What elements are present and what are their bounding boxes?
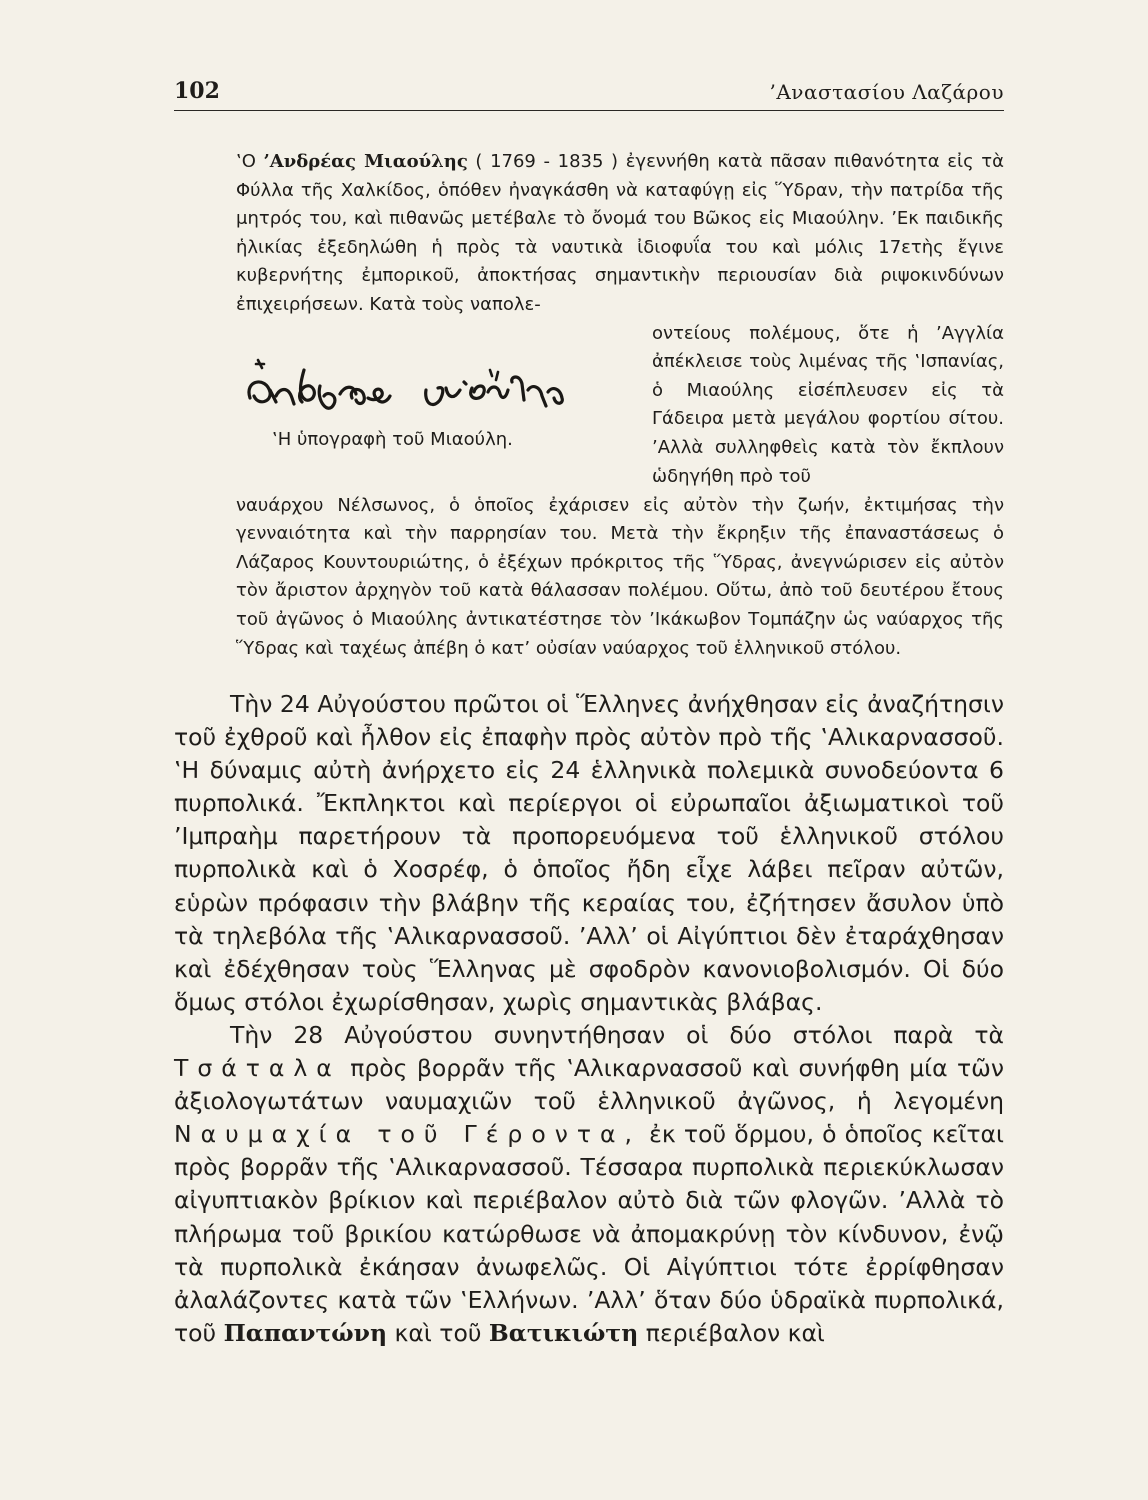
p2-text-e: περιέβαλον καὶ xyxy=(645,1318,825,1347)
p2-text-b: πρὸς βορρᾶν τῆς ‛Αλικαρνασσοῦ καὶ συνήφθη μία τῶν ἀξιολογωτάτων ναυμαχιῶν τοῦ ἑλληνικοῦ ἀγῶνος, ἡ λεγομένη xyxy=(174,1054,1004,1116)
bio-text-top: ( 1769 - 1835 ) ἐγεννήθη κατὰ πᾶσαν πιθανότητα εἰς τὰ Φύλλα τῆς Χαλκίδος, ὁπόθεν ἠναγκάσθη νὰ καταφύγῃ εἰς Ὕδραν, τὴν πατρίδα τῆς μητρός του, καὶ πιθανῶς μετέβαλε τὸ ὄνομά του Βῶκος εἰς Μιαούλην. ’Εκ παιδικῆς ἡλικίας ἐξεδηλώθη ἡ πρὸς τὰ ναυτικὰ ἰδιοφυΐα του καὶ μόλις 17ετὴς ἔγινε κυβερνήτης ἐμπορικοῦ, ἀποκτήσας σημαντικὴν περιουσίαν διὰ ριψοκινδύνων ἐπιχειρήσεων. Κατὰ τοὺς ναπολε- xyxy=(236,151,1004,315)
page-number: 102 xyxy=(174,78,220,104)
page-header xyxy=(174,74,1004,111)
bio-paragraph-top xyxy=(236,148,1004,320)
bio-intro: ‛Ο xyxy=(236,151,256,172)
bio-name: ’Ανδρέας Μιαούλης xyxy=(263,151,468,172)
signature-caption: ‛Η ὑπογραφὴ τοῦ Μιαούλη. xyxy=(272,428,513,450)
running-head: ’Αναστασίου Λαζάρου xyxy=(769,80,1004,104)
p2-text-d: καὶ τοῦ xyxy=(394,1318,482,1347)
main-paragraph-1: Τὴν 24 Αὐγούστου πρῶτοι οἱ Ἕλληνες ἀνήχθησαν εἰς ἀναζήτησιν τοῦ ἐχθροῦ καὶ ἦλθον εἰς ἐπαφὴν πρὸς αὐτὸν πρὸ τῆς ‛Αλικαρνασσοῦ. ‛Η δύναμις αὐτὴ ἀνήρχετο εἰς 24 ἑλληνικὰ πολεμικὰ συνοδεύοντα 6 πυρπολικά. Ἔκπληκτοι καὶ περίεργοι οἱ εὐρωπαῖοι ἀξιωματικοὶ τοῦ ’Ιμπραὴμ παρετήρουν τὰ προπορευόμενα τοῦ ἑλληνικοῦ στόλου πυρπολικὰ καὶ ὁ Χοσρέφ, ὁ ὁποῖος ἤδη εἶχε λάβει πεῖραν αὐτῶν, εὑρὼν πρόφασιν τὴν βλάβην τῆς κεραίας του, ἐζήτησεν ἄσυλον ὑπὸ τὰ τηλεβόλα τῆς ‛Αλικαρνασσοῦ. ’Αλλ’ οἱ Αἰγύπτιοι δὲν ἐταράχθησαν καὶ ἐδέχθησαν τοὺς Ἕλληνας μὲ σφοδρὸν κανονιοβολισμόν. Οἱ δύο ὅμως στόλοι ἐχωρίσθησαν, χωρὶς σημαντικὰς βλάβας. xyxy=(174,690,1004,1016)
name-papantoni: Παπαντώνη xyxy=(223,1318,388,1347)
battle-name: Ναυμαχία τοῦ Γέροντα, xyxy=(174,1120,641,1149)
bio-paragraph-bottom: ναυάρχου Νέλσωνος, ὁ ὁποῖος ἐχάρισεν εἰς αὐτὸν τὴν ζωήν, ἐκτιμήσας τὴν γενναιότητα καὶ τὴν παρρησίαν του. Μετὰ τὴν ἔκρηξιν τῆς ἐπαναστάσεως ὁ Λάζαρος Κουντουριώτης, ὁ ἐξέχων πρόκριτος τῆς Ὕδρας, ἀνεγνώρισεν εἰς αὐτὸν τὸν ἄριστον ἀρχηγὸν τοῦ κατὰ θάλασσαν πολέμου. Οὕτω, ἀπὸ τοῦ δευτέρου ἔτους τοῦ ἀγῶνος ὁ Μιαούλης ἀντικατέστησε τὸν ’Ικάκωβον Τομπάζην ὡς ναύαρχος τῆς Ὕδρας καὶ ταχέως ἀπέβη ὁ κατ’ οὐσίαν ναύαρχος τοῦ ἑλληνικοῦ στόλου. xyxy=(236,494,1004,659)
main-text xyxy=(174,688,1004,1350)
p2-text-a: Τὴν 28 Αὐγούστου συνηντήθησαν οἱ δύο στόλοι παρὰ τὰ xyxy=(230,1020,1004,1049)
place-tsatala: Τσάταλα xyxy=(174,1054,341,1083)
name-vatikioti: Βατικιώτη xyxy=(488,1318,639,1347)
main-paragraph-2 xyxy=(174,1019,1004,1350)
biography-note xyxy=(236,148,1004,663)
signature-svg xyxy=(236,340,636,420)
bio-signature-block xyxy=(236,320,1004,492)
bio-right-column: οντείους πολέμους, ὅτε ἡ ’Αγγλία ἀπέκλεισε τοὺς λιμένας τῆς ‛Ισπανίας, ὁ Μιαούλης εἰσέπλευσεν εἰς τὰ Γάδειρα μετὰ μεγάλου φορτίου σίτου. ’Αλλὰ συλληφθεὶς κατὰ τὸν ἔκπλουν ὡδηγήθη πρὸ τοῦ xyxy=(652,322,1004,487)
p2-text-c: ἐκ τοῦ ὅρμου, ὁ ὁποῖος κεῖται πρὸς βορρᾶν τῆς ‛Αλικαρνασσοῦ. Τέσσαρα πυρπολικὰ περιεκύκλωσαν αἰγυπτιακὸν βρίκιον καὶ περιέβαλον αὐτὸ διὰ τῶν φλογῶν. ’Αλλὰ τὸ πλήρωμα τοῦ βρικίου κατώρθωσε νὰ ἀπομακρύνῃ τὸν κίνδυνον, ἐνῷ τὰ πυρπολικὰ ἐκάησαν ἀνωφελῶς. Οἱ Αἰγύπτιοι τότε ἐρρίφθησαν ἀλαλάζοντες κατὰ τῶν ‛Ελλήνων. ’Αλλ’ ὅταν δύο ὑδραϊκὰ πυρπολικά, τοῦ xyxy=(174,1120,1004,1347)
signature-image xyxy=(236,340,636,420)
